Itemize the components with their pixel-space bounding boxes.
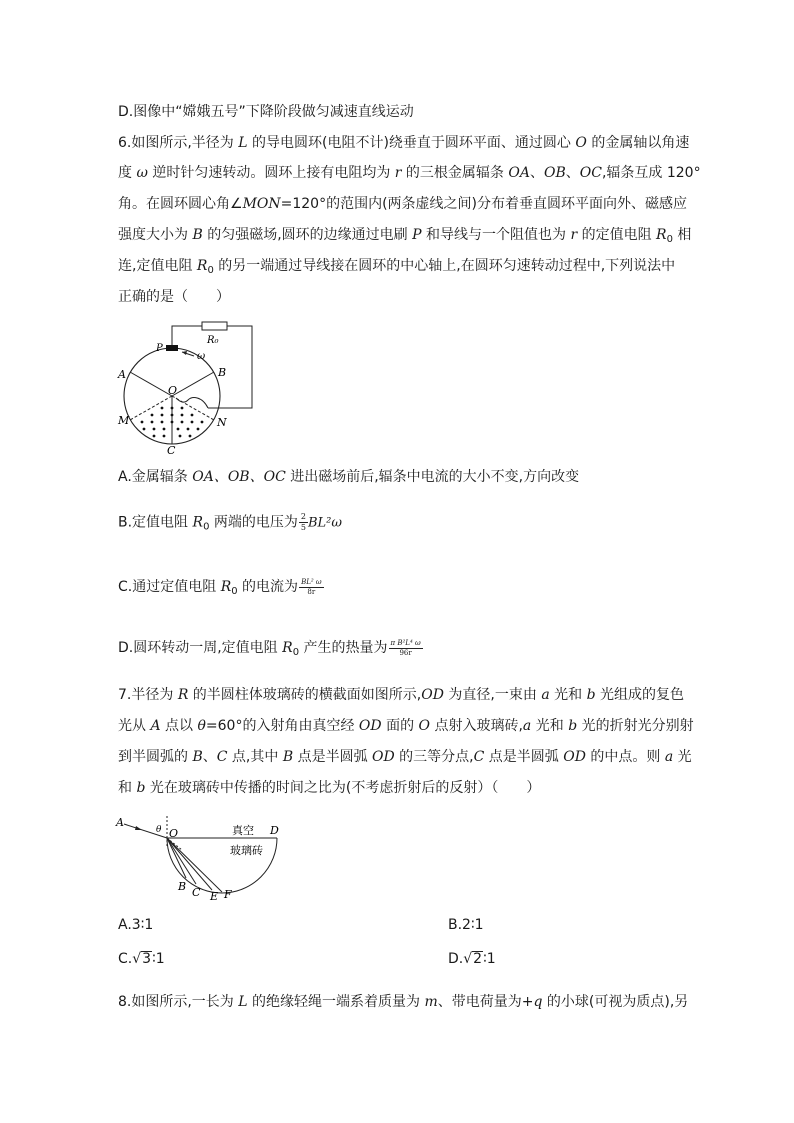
- spoke-ob: [172, 372, 214, 396]
- q7-line-2: 光从 A 点以 θ=60°的入射角由真空经 OD 面的 O 点射入玻璃砖,a 光和 b 光的折射光分别射: [118, 718, 694, 734]
- o-label: O: [168, 384, 178, 397]
- q6-line-5: 连,定值电阻 $R_0$ 的另一端通过导线接在圆环的中心轴上,在圆环匀速转动过程中,下列说法中: [118, 258, 676, 276]
- q6-option-d[interactable]: D.圆环转动一周,定值电阻 $R_0$ 产生的热量为 $\frac{\text{π B²L⁴ ω}}{96r}$: [118, 638, 421, 658]
- q7-option-a[interactable]: A.3∶1: [118, 917, 154, 933]
- q6-line-6: 正确的是（ ）: [118, 289, 230, 305]
- theta-label: θ: [156, 825, 162, 835]
- n-label: N: [217, 416, 227, 429]
- q7-line-3: 到半圆弧的 B、C 点,其中 B 点是半圆弧 OD 的三等分点,C 点是半圆弧 OD 的中点。则 a 光: [118, 749, 692, 765]
- f-point-label: F: [224, 888, 232, 901]
- ray-ob: [167, 838, 186, 878]
- d-label: D: [270, 824, 279, 837]
- q7-line-4: 和 b 光在玻璃砖中传播的时间之比为(不考虑折射后的反射）（ ）: [118, 780, 541, 796]
- vacuum-label: 真空: [232, 824, 254, 837]
- b-point-label: B: [178, 880, 187, 893]
- q7-option-c[interactable]: C.√3∶1: [118, 951, 165, 967]
- prev-option-d: D.图像中“嫦娥五号”下降阶段做匀减速直线运动: [118, 104, 414, 120]
- rotation-arrow-head: [182, 351, 187, 355]
- a-label: A: [116, 816, 124, 829]
- ray-of: [167, 838, 222, 892]
- q6-option-c[interactable]: C.通过定值电阻 $R_0$ 的电流为 $\frac{\text{BL² ω}}{8r}$: [118, 577, 322, 597]
- q7-line-1: 7.半径为 R 的半圆柱体玻璃砖的横截面如图所示,OD 为直径,一束由 a 光和 b 光组成的复色: [118, 687, 685, 703]
- q8-line-1: 8.如图所示,一长为 L 的绝缘轻绳一端系着质量为 m、带电荷量为+q 的小球(可视为质点),另: [118, 994, 689, 1010]
- q7-option-d[interactable]: D.√2∶1: [448, 951, 496, 967]
- q6-line-4: 强度大小为 B 的匀强磁场,圆环的边缘通过电刷 P 和导线与一个阻值也为 r 的定值电阻 $R_0$ 相: [118, 227, 692, 245]
- q6-option-a[interactable]: A.金属辐条 OA、OB、OC 进出磁场前后,辐条中电流的大小不变,方向改变: [118, 469, 580, 485]
- incident-arrow: [135, 826, 142, 830]
- a-label: A: [118, 368, 126, 381]
- resistor-r0: [202, 322, 227, 330]
- fraction-heat: $\frac{\text{π B²L⁴ ω}}{96r}$: [390, 638, 421, 657]
- c-point-label: C: [192, 886, 201, 899]
- m-label: M: [118, 414, 130, 427]
- omega-label: ω: [197, 351, 206, 362]
- p-label: P: [156, 343, 163, 354]
- q6-ring-circuit-figure: [112, 316, 262, 456]
- q6-line-1: 6.如图所示,半径为 L 的导电圆环(电阻不计)绕垂直于圆环平面、通过圆心 O 的金属轴以角速: [118, 135, 690, 151]
- o-label: O: [169, 827, 179, 840]
- q7-option-b[interactable]: B.2∶1: [448, 917, 484, 933]
- e-point-label: E: [210, 890, 219, 903]
- q6-line-3: 角。在圆环圆心角∠MON=120°的范围内(两条虚线之间)分布着垂直圆环平面向外、磁感应: [118, 196, 687, 212]
- fraction-2-5: $\frac{2}{5}$: [300, 512, 306, 532]
- q6-option-b[interactable]: B.定值电阻 $R_0$ 两端的电压为 $\frac{2}{5}$ BL²ω: [118, 512, 342, 533]
- spoke-oa: [130, 372, 172, 396]
- boundary-om: [130, 396, 172, 420]
- c-label: C: [167, 444, 176, 456]
- r0-label: R₀: [207, 335, 219, 346]
- q7-glass-block-figure: [112, 812, 292, 904]
- circuit-wire-center: [176, 398, 208, 408]
- b-label: B: [218, 366, 227, 379]
- fraction-current: $\frac{\text{BL² ω}}{8r}$: [301, 577, 322, 596]
- q6-line-2: 度 ω 逆时针匀速转动。圆环上接有电阻均为 r 的三根金属辐条 OA、OB、OC,辐条互成 120°: [118, 165, 701, 181]
- glass-label: 玻璃砖: [230, 844, 263, 857]
- brush-p: [166, 345, 178, 351]
